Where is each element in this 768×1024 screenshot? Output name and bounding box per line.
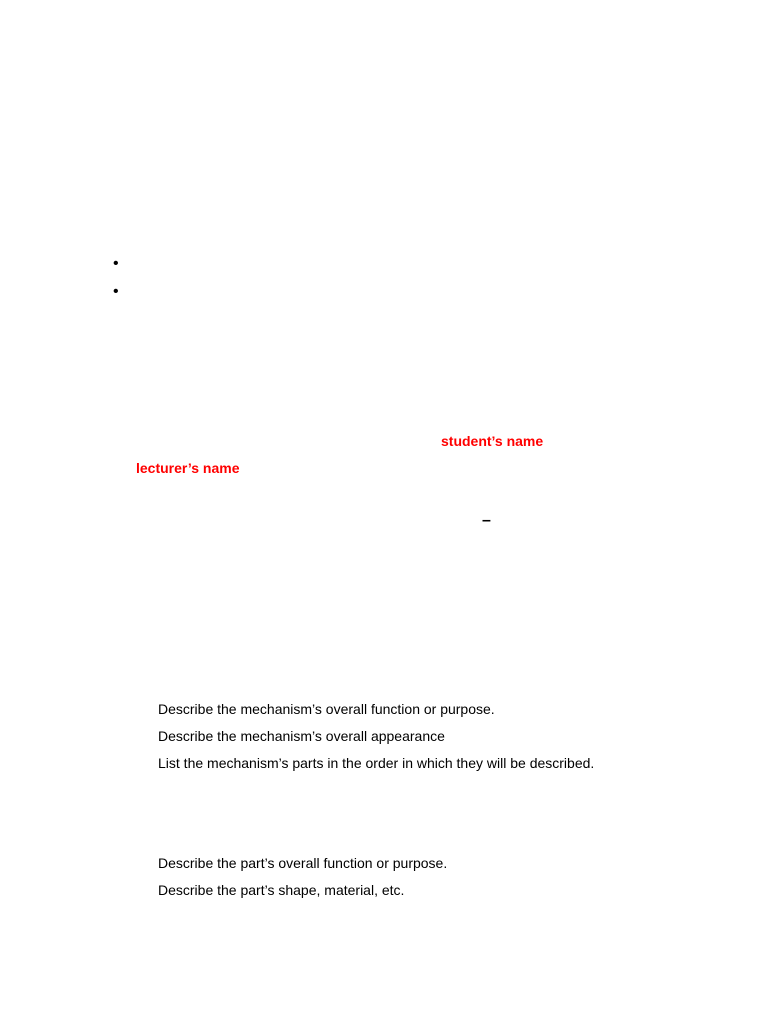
bullet-marker: •: [113, 255, 119, 272]
list-item: Describe the part’s overall function or purpose.: [158, 855, 448, 871]
student-name-placeholder: student’s name: [441, 433, 544, 449]
dash-separator: –: [482, 512, 491, 529]
bullet-marker: •: [113, 283, 119, 300]
lecturer-name-placeholder: lecturer’s name: [136, 460, 240, 476]
list-item: Describe the mechanism’s overall appearance: [158, 728, 445, 744]
list-item: List the mechanism’s parts in the order in which they will be described.: [158, 755, 595, 771]
list-item: Describe the mechanism’s overall function or purpose.: [158, 701, 495, 717]
list-item: Describe the part’s shape, material, etc.: [158, 882, 405, 898]
